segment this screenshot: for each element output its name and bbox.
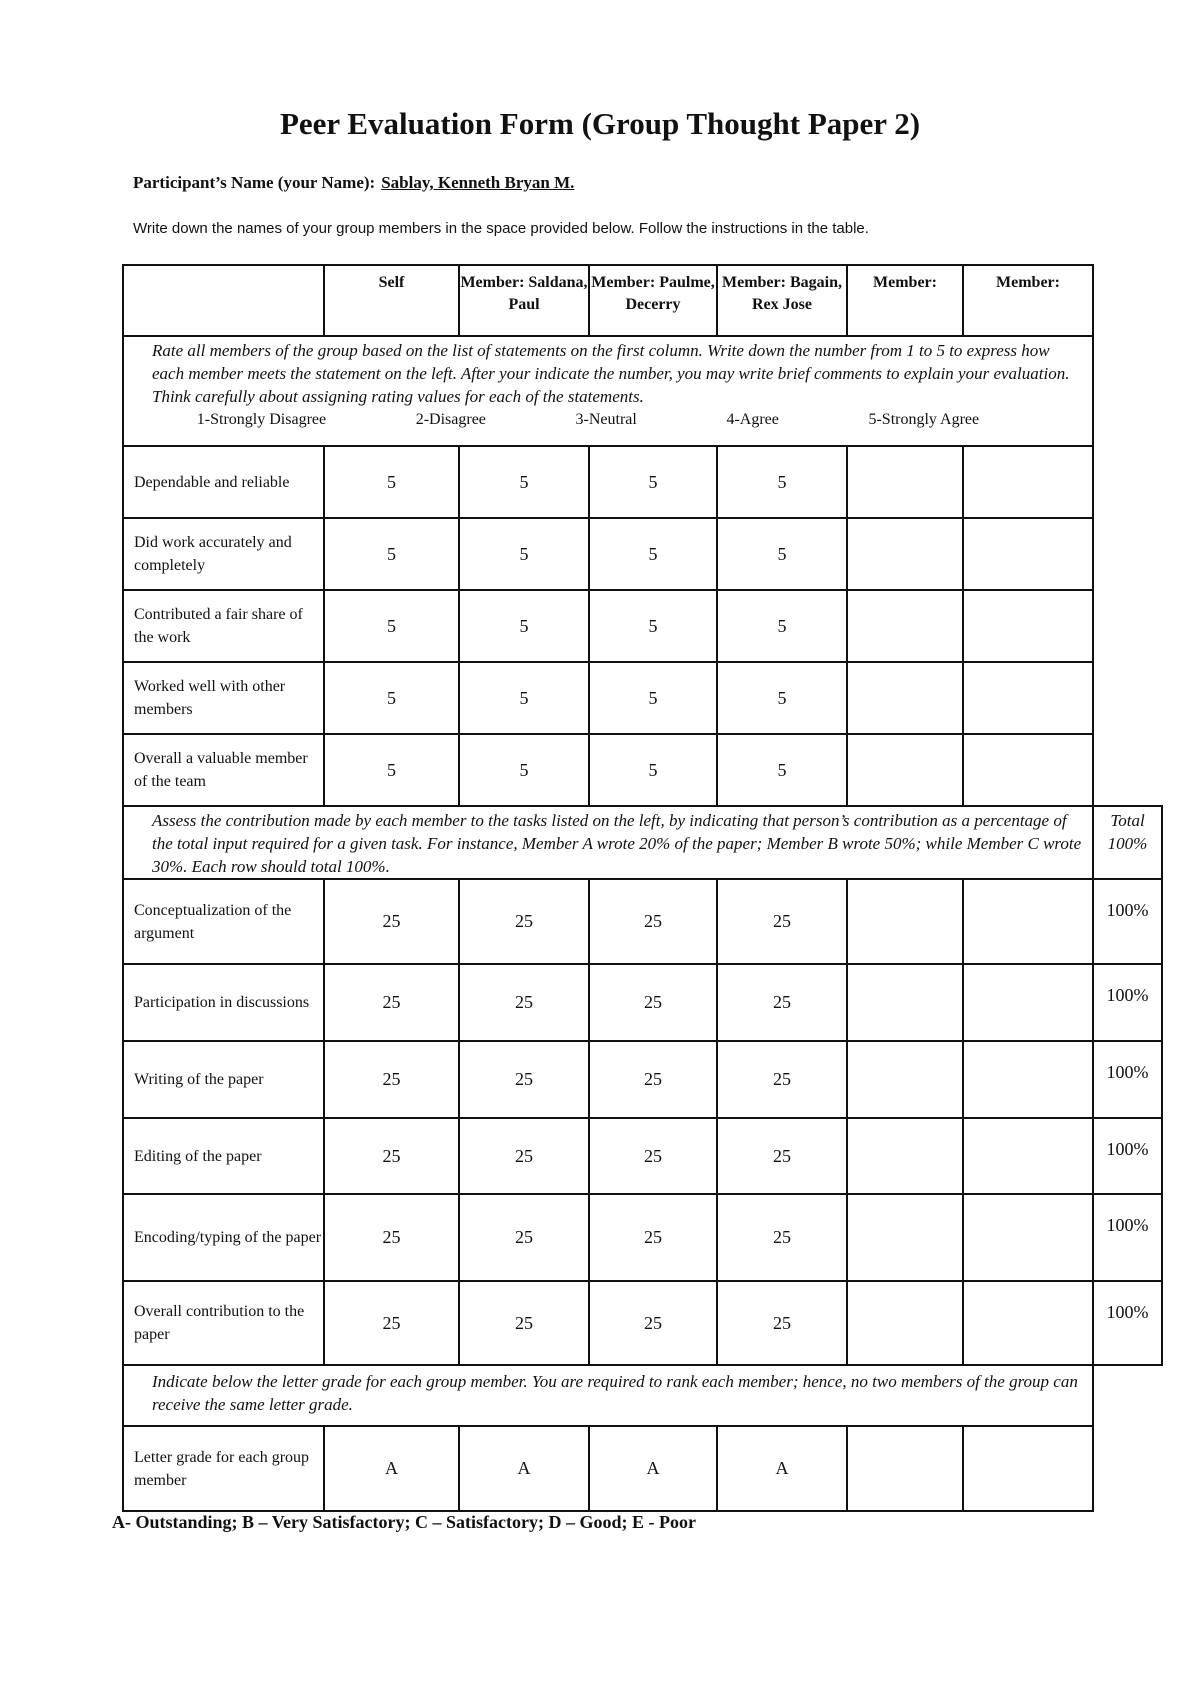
contribution-value-cell-text: 25 (515, 911, 533, 931)
contribution-value-cell (962, 1280, 1094, 1366)
contribution-value-cell (588, 1117, 718, 1195)
header-cell (323, 264, 460, 337)
contribution-value-cell (458, 1040, 590, 1119)
rating-value-cell-text: 5 (648, 759, 658, 780)
rating-statement-cell (122, 589, 325, 663)
scale-item: 2-Disagree (415, 411, 486, 428)
header-blank-cell (122, 264, 325, 337)
contribution-total-cell (1092, 963, 1163, 1042)
contribution-value-cell-text: 25 (773, 1312, 791, 1333)
contribution-total-cell (1092, 878, 1163, 965)
contribution-total-cell-text: 100% (1106, 1062, 1149, 1082)
total-header: Total 100% (1107, 811, 1148, 853)
contribution-total-cell-text: 100% (1106, 1215, 1149, 1235)
contribution-value-cell (323, 1280, 460, 1366)
rating-value-cell-text: 5 (519, 543, 529, 564)
scale-item: 1-Strongly Disagree (196, 411, 327, 428)
rating-value-cell (458, 589, 590, 663)
scale-item: 5-Strongly Agree (868, 411, 980, 428)
contribution-task-cell (122, 1040, 325, 1119)
contribution-value-cell-text: 25 (382, 911, 401, 931)
contribution-value-cell (323, 1117, 460, 1195)
contribution-value-cell-text: 25 (382, 1069, 401, 1089)
contribution-value-cell-text: 25 (644, 1145, 662, 1166)
grade-value-cell (846, 1425, 964, 1512)
contribution-value-cell-text: 25 (644, 992, 662, 1012)
rating-value-cell (323, 733, 460, 807)
contribution-task: Conceptualization of the argument (134, 901, 292, 942)
contribution-note: Assess the contribution made by each member to the tasks listed on the left, by indicating that person’s contribution as a percentage of the total input required for a given task. For instance, Member A wrote 20% of the paper; Member B wrote 50%; while Member C wrote 30%. Each row should total 100%. (152, 811, 1082, 876)
scale-item: 4-Agree (726, 411, 779, 428)
rating-value-cell (716, 445, 848, 519)
rating-note: Rate all members of the group based on the list of statements on the first column. Write down the number from 1 to 5 to express how each member meets the statement on the left. After your indicate the number, you may write brief comments to explain your evaluation. Think carefully about assigning rating values for each of the statements. (152, 341, 1070, 406)
grade-value-cell (588, 1425, 718, 1512)
rating-value-cell (962, 517, 1094, 591)
contribution-value-cell-text: 25 (515, 1227, 533, 1247)
contribution-value-cell (716, 878, 848, 965)
rating-value-cell (716, 733, 848, 807)
contribution-value-cell (846, 878, 964, 965)
contribution-value-cell (588, 1280, 718, 1366)
rating-value-cell-text: 5 (387, 687, 396, 708)
rating-value-cell-text: 5 (777, 543, 787, 564)
contribution-value-cell (846, 963, 964, 1042)
contribution-value-cell-text: 25 (773, 911, 791, 931)
contribution-value-cell (323, 963, 460, 1042)
rating-value-cell (458, 733, 590, 807)
rating-value-cell-text: 5 (777, 759, 787, 780)
contribution-total-cell (1092, 1280, 1163, 1366)
rating-value-cell (846, 733, 964, 807)
contribution-value-cell-text: 25 (515, 1069, 533, 1089)
grade-value-cell (323, 1425, 460, 1512)
contribution-value-cell-text: 25 (773, 1069, 791, 1089)
column-header: Member: Bagain, Rex Jose (722, 274, 842, 313)
contribution-value-cell (323, 878, 460, 965)
rating-value-cell (716, 589, 848, 663)
rating-statement: Contributed a fair share of the work (134, 606, 303, 646)
contribution-total-cell (1092, 1040, 1163, 1119)
grade-note: Indicate below the letter grade for each group member. You are required to rank each member; hence, no two members of the group can receive the same letter grade. (152, 1372, 1078, 1414)
total-header-cell (1092, 805, 1163, 880)
contribution-value-cell (458, 1117, 590, 1195)
rating-value-cell (962, 733, 1094, 807)
rating-value-cell-text: 5 (387, 615, 396, 636)
contribution-value-cell-text: 25 (382, 1227, 401, 1247)
contribution-task: Overall contribution to the paper (134, 1303, 305, 1343)
column-header: Member: (873, 274, 937, 291)
header-cell (716, 264, 848, 337)
participant-name: Sablay, Kenneth Bryan M. (381, 173, 575, 192)
rating-statement: Did work accurately and completely (134, 534, 292, 574)
rating-statement: Dependable and reliable (134, 473, 290, 491)
contribution-value-cell-text: 25 (382, 1312, 401, 1333)
rating-value-cell (846, 661, 964, 735)
contribution-instructions (122, 805, 1094, 880)
participant-line (133, 173, 574, 193)
contribution-task: Editing of the paper (134, 1147, 262, 1165)
contribution-total-cell-text: 100% (1106, 1302, 1149, 1322)
contribution-task: Encoding/typing of the paper (134, 1229, 322, 1246)
contribution-value-cell (846, 1117, 964, 1195)
rating-scale (152, 408, 1084, 431)
rating-statement-cell (122, 445, 325, 519)
participant-label: Participant’s Name (your Name): (133, 173, 376, 192)
contribution-task-cell (122, 1193, 325, 1282)
contribution-value-cell (962, 1117, 1094, 1195)
rating-value-cell-text: 5 (648, 615, 658, 636)
contribution-value-cell (588, 1193, 718, 1282)
header-cell (588, 264, 718, 337)
scale-item: 3-Neutral (575, 411, 637, 428)
contribution-task-cell (122, 963, 325, 1042)
contribution-value-cell (588, 878, 718, 965)
rating-value-cell (588, 445, 718, 519)
contribution-value-cell (458, 963, 590, 1042)
contribution-value-cell-text: 25 (515, 992, 533, 1012)
contribution-task-cell (122, 1117, 325, 1195)
rating-value-cell (588, 589, 718, 663)
contribution-total-cell-text: 100% (1106, 985, 1149, 1005)
contribution-total-cell (1092, 1193, 1163, 1282)
contribution-total-cell (1092, 1117, 1163, 1195)
contribution-value-cell (846, 1280, 964, 1366)
rating-value-cell-text: 5 (648, 471, 658, 492)
rating-value-cell (323, 661, 460, 735)
rating-value-cell-text: 5 (519, 615, 529, 636)
rating-instructions (122, 335, 1094, 447)
grade-value-cell (962, 1425, 1094, 1512)
contribution-value-cell-text: 25 (644, 1069, 662, 1089)
rating-statement: Overall a valuable member of the team (134, 750, 308, 790)
rating-value-cell (458, 517, 590, 591)
contribution-task-cell (122, 1280, 325, 1366)
contribution-value-cell-text: 25 (773, 992, 791, 1012)
grade-value-cell-text: A (646, 1458, 660, 1478)
contribution-value-cell (588, 1040, 718, 1119)
rating-value-cell (846, 445, 964, 519)
rating-value-cell (458, 445, 590, 519)
column-header: Member: Saldana, Paul (460, 274, 588, 313)
contribution-value-cell-text: 25 (382, 992, 401, 1012)
rating-value-cell (588, 733, 718, 807)
rating-value-cell (962, 445, 1094, 519)
rating-value-cell (716, 661, 848, 735)
column-header: Member: (996, 274, 1060, 291)
contribution-value-cell (458, 1280, 590, 1366)
contribution-value-cell (716, 1117, 848, 1195)
contribution-value-cell (716, 1193, 848, 1282)
contribution-value-cell (458, 1193, 590, 1282)
rating-value-cell (323, 589, 460, 663)
grade-value-cell-text: A (775, 1458, 789, 1478)
contribution-total-cell-text: 100% (1106, 1139, 1149, 1159)
grade-value-cell-text: A (385, 1458, 398, 1478)
contribution-value-cell (716, 1280, 848, 1366)
rating-value-cell (588, 517, 718, 591)
grade-instructions (122, 1364, 1094, 1427)
contribution-value-cell-text: 25 (644, 1227, 662, 1247)
contribution-value-cell-text: 25 (773, 1227, 791, 1247)
grade-value-cell-text: A (517, 1458, 531, 1478)
rating-value-cell (962, 661, 1094, 735)
rating-value-cell (962, 589, 1094, 663)
grade-value-cell (716, 1425, 848, 1512)
rating-value-cell-text: 5 (648, 687, 658, 708)
contribution-value-cell (962, 963, 1094, 1042)
rating-value-cell-text: 5 (387, 759, 396, 780)
rating-value-cell (458, 661, 590, 735)
contribution-value-cell (458, 878, 590, 965)
contribution-value-cell (962, 1040, 1094, 1119)
instructions: Write down the names of your group members in the space provided below. Follow the instructions in the table. (133, 220, 869, 237)
contribution-value-cell-text: 25 (515, 1312, 533, 1333)
rating-value-cell-text: 5 (519, 471, 529, 492)
header-cell (962, 264, 1094, 337)
contribution-value-cell (716, 963, 848, 1042)
rating-value-cell (588, 661, 718, 735)
rating-value-cell-text: 5 (777, 687, 787, 708)
rating-value-cell-text: 5 (519, 687, 529, 708)
rating-value-cell-text: 5 (387, 543, 396, 564)
header-cell (846, 264, 964, 337)
rating-statement-cell (122, 661, 325, 735)
contribution-value-cell-text: 25 (644, 911, 662, 931)
rating-value-cell (323, 517, 460, 591)
contribution-value-cell-text: 25 (515, 1145, 533, 1166)
rating-value-cell (846, 589, 964, 663)
rating-value-cell-text: 5 (387, 471, 396, 492)
contribution-value-cell (846, 1040, 964, 1119)
contribution-value-cell-text: 25 (644, 1312, 662, 1333)
column-header: Member: Paulme, Decerry (591, 274, 715, 313)
contribution-value-cell (846, 1193, 964, 1282)
contribution-value-cell (323, 1193, 460, 1282)
contribution-task-cell (122, 878, 325, 965)
rating-value-cell (846, 517, 964, 591)
rating-statement: Worked well with other members (134, 678, 286, 718)
rating-value-cell-text: 5 (777, 615, 787, 636)
contribution-value-cell (588, 963, 718, 1042)
grade-legend: A- Outstanding; B – Very Satisfactory; C – Satisfactory; D – Good; E - Poor (112, 1512, 696, 1532)
grade-label: Letter grade for each group member (134, 1448, 310, 1489)
contribution-task: Participation in discussions (134, 994, 310, 1011)
rating-value-cell-text: 5 (519, 759, 529, 780)
rating-value-cell (716, 517, 848, 591)
header-cell (458, 264, 590, 337)
contribution-value-cell (716, 1040, 848, 1119)
rating-statement-cell (122, 517, 325, 591)
column-header: Self (378, 274, 405, 291)
contribution-total-cell-text: 100% (1106, 900, 1149, 920)
page-title: Peer Evaluation Form (Group Thought Paper 2) (279, 106, 921, 141)
contribution-value-cell-text: 25 (773, 1145, 791, 1166)
contribution-value-cell (323, 1040, 460, 1119)
rating-value-cell-text: 5 (777, 471, 787, 492)
contribution-value-cell (962, 878, 1094, 965)
contribution-value-cell (962, 1193, 1094, 1282)
contribution-value-cell-text: 25 (382, 1145, 401, 1166)
grade-value-cell (458, 1425, 590, 1512)
contribution-task: Writing of the paper (134, 1071, 264, 1088)
rating-value-cell-text: 5 (648, 543, 658, 564)
rating-value-cell (323, 445, 460, 519)
grade-label-cell (122, 1425, 325, 1512)
rating-statement-cell (122, 733, 325, 807)
